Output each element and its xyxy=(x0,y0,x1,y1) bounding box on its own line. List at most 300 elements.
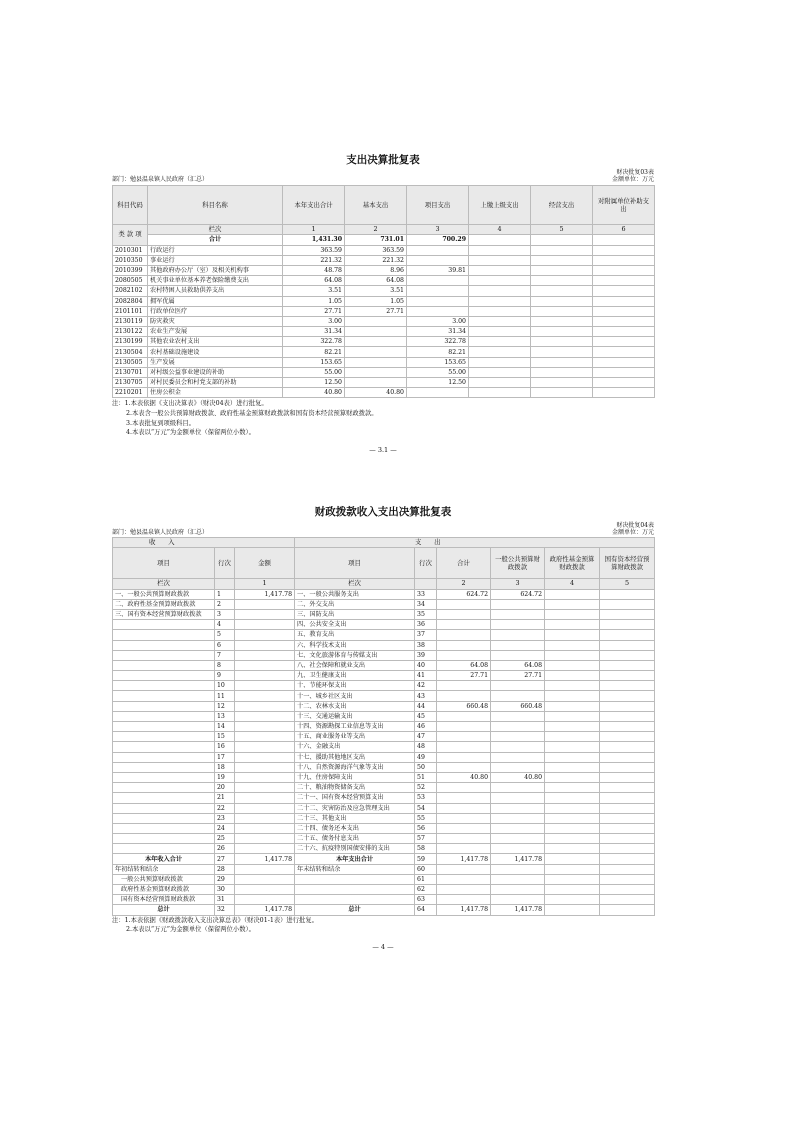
cell xyxy=(437,650,491,660)
cell: 二十五、债务付息支出 xyxy=(295,834,415,844)
cell xyxy=(235,834,295,844)
table-row xyxy=(113,772,655,782)
table-row xyxy=(113,793,655,803)
table-row xyxy=(113,681,655,691)
cell: 42 xyxy=(415,681,437,691)
table-row xyxy=(113,711,655,721)
subject-code: 2130705 xyxy=(113,378,148,388)
cell: 30 xyxy=(215,885,235,895)
amount-cell: 55.00 xyxy=(407,367,469,377)
cell: 62 xyxy=(415,885,437,895)
col-header: 一般公共预算财政拨款 xyxy=(491,548,545,579)
cell xyxy=(545,864,600,874)
cell xyxy=(437,895,491,905)
cell xyxy=(491,885,545,895)
cell: 624.72 xyxy=(437,589,491,599)
cell: 50 xyxy=(415,762,437,772)
cell xyxy=(113,742,215,752)
subject-code: 2130122 xyxy=(113,327,148,337)
amount-cell: 221.32 xyxy=(345,255,407,265)
table-row xyxy=(113,388,655,398)
cell xyxy=(545,609,600,619)
cell xyxy=(437,834,491,844)
amount-cell xyxy=(407,296,469,306)
cell xyxy=(545,630,600,640)
cell: 13 xyxy=(215,711,235,721)
cell xyxy=(600,844,655,854)
cell xyxy=(491,630,545,640)
cell: 总计 xyxy=(295,905,415,915)
subject-code: 2082102 xyxy=(113,286,148,296)
table-row xyxy=(113,255,655,265)
subject-name: 行政运行 xyxy=(148,245,283,255)
note-line: 4.本表以“万元”为金额单位（保留两位小数）。 xyxy=(126,429,255,437)
amount-cell: 3.00 xyxy=(283,316,345,326)
cell xyxy=(600,803,655,813)
cell xyxy=(491,681,545,691)
table-row xyxy=(113,378,655,388)
cell xyxy=(545,681,600,691)
amount-cell xyxy=(407,388,469,398)
cell: 十九、住房保障支出 xyxy=(295,772,415,782)
amount-cell xyxy=(469,286,531,296)
amount-cell xyxy=(469,316,531,326)
table-row xyxy=(113,286,655,296)
table-row xyxy=(113,834,655,844)
cell xyxy=(600,681,655,691)
cell xyxy=(113,844,215,854)
amount-cell xyxy=(469,327,531,337)
table-row xyxy=(113,752,655,762)
cell xyxy=(437,630,491,640)
cell xyxy=(545,905,600,915)
amount-cell: 12.50 xyxy=(283,378,345,388)
cell: 十一、城乡社区支出 xyxy=(295,691,415,701)
cell xyxy=(235,620,295,630)
cell xyxy=(545,620,600,630)
cell xyxy=(600,823,655,833)
amount-cell xyxy=(593,388,655,398)
cell: 24 xyxy=(215,823,235,833)
cell: 十四、资源勘探工业信息等支出 xyxy=(295,722,415,732)
cell: 12 xyxy=(215,701,235,711)
sheet1-notes xyxy=(112,399,654,437)
cell xyxy=(113,752,215,762)
cell xyxy=(235,752,295,762)
table-row xyxy=(113,650,655,660)
col-number: 1 xyxy=(283,225,345,235)
cell: 本年支出合计 xyxy=(295,854,415,864)
cell xyxy=(113,620,215,630)
amount-cell xyxy=(531,276,593,286)
cell: 5 xyxy=(215,630,235,640)
subject-code: 2130119 xyxy=(113,316,148,326)
amount-cell xyxy=(469,265,531,275)
table-row xyxy=(113,589,655,599)
cell: 32 xyxy=(215,905,235,915)
sheet1-dept: 部门：勉县温泉镇人民政府（汇总） xyxy=(112,175,209,183)
cell: 46 xyxy=(415,722,437,732)
amount-cell xyxy=(469,276,531,286)
cell xyxy=(600,589,655,599)
cell xyxy=(545,874,600,884)
cell xyxy=(491,691,545,701)
amount-cell xyxy=(469,306,531,316)
cell: 十六、金融支出 xyxy=(295,742,415,752)
cell xyxy=(235,864,295,874)
cell xyxy=(113,630,215,640)
cell: 二十六、抗疫特别国债安排的支出 xyxy=(295,844,415,854)
amount-cell xyxy=(345,367,407,377)
cell: 一、一般公共预算财政拨款 xyxy=(113,589,215,599)
cell xyxy=(545,783,600,793)
cell: 二、外交支出 xyxy=(295,599,415,609)
cell: 64.08 xyxy=(437,660,491,670)
note-line: 注：1.本表依据《财政拨款收入支出决算总表》（财决01-1表）进行批复。 xyxy=(112,916,318,924)
cell: 1,417.78 xyxy=(437,854,491,864)
cell xyxy=(235,722,295,732)
lanci-cell: 4 xyxy=(545,579,600,589)
amount-cell xyxy=(407,245,469,255)
subject-code: 2130199 xyxy=(113,337,148,347)
col-header: 金额 xyxy=(235,548,295,579)
amount-cell: 39.81 xyxy=(407,265,469,275)
amount-cell xyxy=(531,327,593,337)
table-row xyxy=(113,316,655,326)
subject-name: 对村民委员会和村党支部的补助 xyxy=(148,378,283,388)
amount-cell: 322.78 xyxy=(283,337,345,347)
cell: 56 xyxy=(415,823,437,833)
cell xyxy=(491,813,545,823)
cell xyxy=(545,834,600,844)
expenditure-table xyxy=(112,185,655,398)
cell xyxy=(491,844,545,854)
cell xyxy=(235,895,295,905)
cell: 二十、粮油物资储备支出 xyxy=(295,783,415,793)
cell: 10 xyxy=(215,681,235,691)
amount-cell: 31.34 xyxy=(283,327,345,337)
cell xyxy=(491,650,545,660)
col-header: 政府性基金预算财政拨款 xyxy=(545,548,600,579)
amount-cell xyxy=(593,347,655,357)
note-line: 3.本表批复到项级科目。 xyxy=(126,419,195,427)
amount-cell xyxy=(531,286,593,296)
cell: 27.71 xyxy=(491,671,545,681)
cell: 45 xyxy=(415,711,437,721)
cell xyxy=(113,834,215,844)
cell: 37 xyxy=(415,630,437,640)
cell xyxy=(113,691,215,701)
cell xyxy=(600,742,655,752)
subject-name: 农村特困人员救助供养支出 xyxy=(148,286,283,296)
amount-cell: 363.59 xyxy=(345,245,407,255)
subject-code: 2130701 xyxy=(113,367,148,377)
expenditure-approval-sheet xyxy=(112,152,654,454)
cell xyxy=(491,599,545,609)
table-row xyxy=(113,844,655,854)
cell xyxy=(545,895,600,905)
cell xyxy=(600,660,655,670)
cell: 十五、商业服务业等支出 xyxy=(295,732,415,742)
lanci-cell: 2 xyxy=(437,579,491,589)
sheet1-unit: 金额单位：万元 xyxy=(611,175,654,183)
col-header: 项目 xyxy=(295,548,415,579)
amount-cell: 1.05 xyxy=(283,296,345,306)
cell: 40.80 xyxy=(491,772,545,782)
amount-cell: 8.96 xyxy=(345,265,407,275)
amount-cell xyxy=(593,327,655,337)
cell xyxy=(600,783,655,793)
amount-cell xyxy=(531,347,593,357)
amount-cell xyxy=(593,306,655,316)
cell xyxy=(491,803,545,813)
amount-cell xyxy=(593,378,655,388)
cell: 27.71 xyxy=(437,671,491,681)
cell xyxy=(600,599,655,609)
cell xyxy=(491,834,545,844)
cell xyxy=(437,874,491,884)
cell: 23 xyxy=(215,813,235,823)
amount-cell xyxy=(593,357,655,367)
cell: 3 xyxy=(215,609,235,619)
cell xyxy=(491,762,545,772)
col-header: 基本支出 xyxy=(345,186,407,225)
cell xyxy=(235,793,295,803)
amount-cell xyxy=(407,306,469,316)
col-number: 4 xyxy=(469,225,531,235)
cell xyxy=(545,772,600,782)
amount-cell: 55.00 xyxy=(283,367,345,377)
table-row xyxy=(113,630,655,640)
table-row xyxy=(113,357,655,367)
cell: 44 xyxy=(415,701,437,711)
lanci-cell xyxy=(415,579,437,589)
cell xyxy=(235,803,295,813)
amount-cell xyxy=(531,357,593,367)
amount-cell xyxy=(407,286,469,296)
sheet2-unit: 金额单位：万元 xyxy=(611,528,654,536)
cell: 660.48 xyxy=(437,701,491,711)
cell xyxy=(295,885,415,895)
cell xyxy=(437,752,491,762)
subject-code: 2210201 xyxy=(113,388,148,398)
cell xyxy=(437,783,491,793)
cell: 二十四、债务还本支出 xyxy=(295,823,415,833)
sheet2-notes xyxy=(112,916,654,935)
amount-cell xyxy=(531,296,593,306)
cell: 25 xyxy=(215,834,235,844)
amount-cell xyxy=(469,347,531,357)
cell: 660.48 xyxy=(491,701,545,711)
cell xyxy=(437,609,491,619)
total-cell xyxy=(593,235,655,245)
amount-cell: 82.21 xyxy=(283,347,345,357)
cell xyxy=(491,864,545,874)
subject-code: 2130505 xyxy=(113,357,148,367)
subject-name: 住房公积金 xyxy=(148,388,283,398)
cell: 国有资本经营预算财政拨款 xyxy=(113,895,215,905)
cell xyxy=(437,823,491,833)
cell xyxy=(600,701,655,711)
amount-cell xyxy=(345,316,407,326)
cell: 三、国有资本经营预算财政拨款 xyxy=(113,609,215,619)
amount-cell xyxy=(593,296,655,306)
cell xyxy=(600,620,655,630)
table-row xyxy=(113,306,655,316)
cell: 十七、援助其他地区支出 xyxy=(295,752,415,762)
table-row xyxy=(113,905,655,915)
cell xyxy=(545,854,600,864)
table-row xyxy=(113,783,655,793)
cell xyxy=(113,813,215,823)
cell xyxy=(437,813,491,823)
amount-cell xyxy=(531,255,593,265)
subject-code: 2010350 xyxy=(113,255,148,265)
cell xyxy=(437,722,491,732)
total-cell xyxy=(469,235,531,245)
cell xyxy=(235,874,295,884)
cell: 7 xyxy=(215,650,235,660)
cell xyxy=(545,671,600,681)
cell xyxy=(235,671,295,681)
cell: 15 xyxy=(215,732,235,742)
cell: 57 xyxy=(415,834,437,844)
table-row xyxy=(113,620,655,630)
cell xyxy=(545,701,600,711)
cell: 六、科学技术支出 xyxy=(295,640,415,650)
amount-cell: 3.51 xyxy=(283,286,345,296)
sheet2-dept: 部门：勉县温泉镇人民政府（汇总） xyxy=(112,528,209,536)
cell xyxy=(600,691,655,701)
sheet2-code: 财决批复04表 xyxy=(616,522,654,529)
cell xyxy=(235,844,295,854)
subject-name: 农村基础设施建设 xyxy=(148,347,283,357)
cell: 63 xyxy=(415,895,437,905)
amount-cell: 3.51 xyxy=(345,286,407,296)
subject-code: 2010301 xyxy=(113,245,148,255)
col-header: 行次 xyxy=(415,548,437,579)
table-row xyxy=(113,813,655,823)
subject-code: 2101101 xyxy=(113,306,148,316)
table-row xyxy=(113,296,655,306)
page-number: — 4 — xyxy=(372,942,394,951)
table-row xyxy=(113,265,655,275)
leikuanxiang-label: 类 款 项 xyxy=(113,225,148,245)
amount-cell xyxy=(469,357,531,367)
cell xyxy=(235,742,295,752)
cell xyxy=(235,885,295,895)
cell xyxy=(295,895,415,905)
amount-cell: 40.80 xyxy=(345,388,407,398)
sheet1-title: 支出决算批复表 xyxy=(346,154,420,166)
subject-name: 行政单位医疗 xyxy=(148,306,283,316)
amount-cell xyxy=(345,337,407,347)
lanci-cell: 栏次 xyxy=(295,579,415,589)
total-cell: 700.29 xyxy=(407,235,469,245)
cell xyxy=(113,793,215,803)
cell: 16 xyxy=(215,742,235,752)
lanci-label: 栏次 xyxy=(148,225,283,235)
amount-cell xyxy=(469,337,531,347)
cell: 4 xyxy=(215,620,235,630)
cell: 28 xyxy=(215,864,235,874)
table-row xyxy=(113,660,655,670)
cell: 1 xyxy=(215,589,235,599)
cell xyxy=(545,752,600,762)
amount-cell xyxy=(593,316,655,326)
amount-cell xyxy=(531,388,593,398)
amount-cell xyxy=(407,255,469,265)
cell: 18 xyxy=(215,762,235,772)
cell xyxy=(437,885,491,895)
cell xyxy=(113,660,215,670)
cell: 60 xyxy=(415,864,437,874)
col-number: 6 xyxy=(593,225,655,235)
amount-cell xyxy=(593,276,655,286)
amount-cell xyxy=(531,337,593,347)
cell xyxy=(437,691,491,701)
cell: 52 xyxy=(415,783,437,793)
cell xyxy=(491,752,545,762)
cell xyxy=(295,874,415,884)
subject-name: 农业生产发展 xyxy=(148,327,283,337)
cell: 29 xyxy=(215,874,235,884)
table-row xyxy=(113,722,655,732)
cell: 四、公共安全支出 xyxy=(295,620,415,630)
amount-cell xyxy=(531,306,593,316)
col-header: 对附属单位补助支出 xyxy=(593,186,655,225)
amount-cell xyxy=(469,378,531,388)
cell xyxy=(600,640,655,650)
table-row xyxy=(113,367,655,377)
subject-name: 拥军优属 xyxy=(148,296,283,306)
table-row xyxy=(113,762,655,772)
cell xyxy=(113,803,215,813)
cell: 十三、交通运输支出 xyxy=(295,711,415,721)
cell: 19 xyxy=(215,772,235,782)
cell: 47 xyxy=(415,732,437,742)
cell xyxy=(235,711,295,721)
cell xyxy=(113,671,215,681)
table-row xyxy=(113,640,655,650)
amount-cell xyxy=(345,327,407,337)
amount-cell xyxy=(593,265,655,275)
cell xyxy=(437,793,491,803)
cell xyxy=(545,640,600,650)
cell: 59 xyxy=(415,854,437,864)
cell xyxy=(491,722,545,732)
amount-cell xyxy=(593,337,655,347)
cell: 34 xyxy=(415,599,437,609)
fiscal-table xyxy=(112,537,655,915)
table-row xyxy=(113,803,655,813)
cell xyxy=(437,640,491,650)
cell: 61 xyxy=(415,874,437,884)
cell xyxy=(437,599,491,609)
col-header: 行次 xyxy=(215,548,235,579)
cell: 40 xyxy=(415,660,437,670)
cell: 21 xyxy=(215,793,235,803)
amount-cell: 12.50 xyxy=(407,378,469,388)
cell xyxy=(600,671,655,681)
cell xyxy=(491,823,545,833)
cell xyxy=(437,711,491,721)
cell xyxy=(235,772,295,782)
cell xyxy=(437,864,491,874)
cell: 七、文化旅游体育与传媒支出 xyxy=(295,650,415,660)
amount-cell xyxy=(593,367,655,377)
subject-name: 其他农业农村支出 xyxy=(148,337,283,347)
